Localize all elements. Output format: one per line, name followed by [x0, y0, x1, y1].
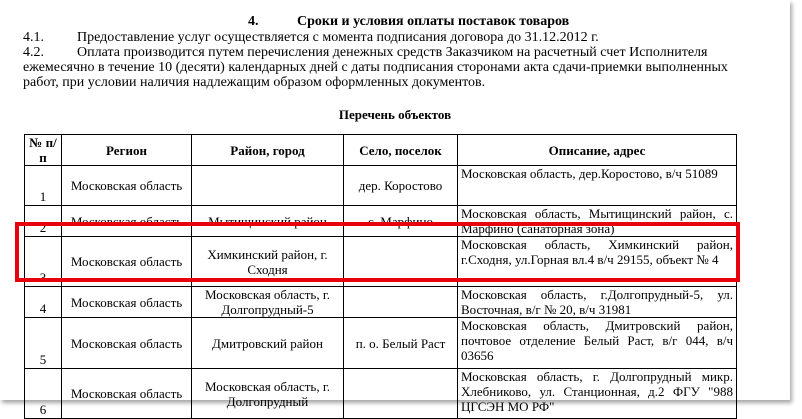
clause-4-2 — [23, 45, 763, 90]
cell-settlement: п. о. Белый Раст — [344, 318, 458, 369]
cell-address: Московская область, г. Долгопрудный микр. Хлебниково, ул. Станционная, д.2 ФГУ "988 ЦГСЭН МО РФ" — [458, 369, 737, 419]
cell-settlement: дер. Коростово — [344, 166, 458, 206]
section-title: Сроки и условия оплаты поставок товаров — [297, 14, 570, 29]
cell-district: Дмитровский район — [192, 318, 344, 369]
cell-number: 1 — [25, 166, 62, 206]
header-description: Описание, адрес — [458, 135, 737, 166]
cell-district: Мытищинский район — [192, 206, 344, 237]
cell-address: Московская область, дер.Коростово, в/ч 51089 — [458, 166, 737, 206]
cell-settlement — [344, 369, 458, 419]
table-row — [25, 318, 737, 369]
cell-region: Московская область — [62, 206, 192, 237]
section-number: 4. — [248, 14, 259, 29]
cell-settlement: с. Марфино — [344, 206, 458, 237]
header-district: Район, город — [192, 135, 344, 166]
cell-number: 6 — [25, 369, 62, 419]
cell-address: Московская область, Мытищинский район, с. Марфино (санаторная зона) — [458, 206, 737, 237]
header-settlement: Село, поселок — [344, 135, 458, 166]
table-row — [25, 206, 737, 237]
table-row — [25, 166, 737, 206]
cell-address: Московская область, Химкинский район, г.Сходня, ул.Горная вл.4 в/ч 29155, объект № 4 — [458, 237, 737, 287]
cell-region: Московская область — [62, 237, 192, 287]
objects-table — [24, 134, 737, 419]
cell-region: Московская область — [62, 287, 192, 318]
cell-region: Московская область — [62, 318, 192, 369]
table-row — [25, 369, 737, 419]
cell-district — [192, 166, 344, 206]
cell-address: Московская область, г.Долгопрудный-5, ул. Восточная, в/г № 20, в/ч 31981 — [458, 287, 737, 318]
header-region: Регион — [62, 135, 192, 166]
table-header-row — [25, 135, 737, 166]
cell-settlement — [344, 287, 458, 318]
cell-number: 5 — [25, 318, 62, 369]
clause-text: Предоставление услуг осуществляется с момента подписания договора до 31.12.2012 г. — [77, 30, 599, 45]
cell-district: Московская область, г. Долгопрудный — [192, 369, 344, 419]
clause-text: Оплата производится путем перечисления денежных средств Заказчиком на расчетный счет Исполнителя ежемесячно в течение 10 (десяти) календарных дней с даты подписания сторонами акта сдачи-приемки выполненных работ, при условии наличия надлежащим образом оформленных документов. — [23, 45, 728, 90]
table-row — [25, 287, 737, 318]
clause-number: 4.1. — [23, 30, 44, 45]
header-number: № п/п — [25, 135, 62, 166]
cell-settlement — [344, 237, 458, 287]
cell-region: Московская область — [62, 166, 192, 206]
table-row-highlighted — [25, 237, 737, 287]
cell-number: 3 — [25, 237, 62, 287]
cell-district: Химкинский район, г. Сходня — [192, 237, 344, 287]
cell-region: Московская область — [62, 369, 192, 419]
cell-number: 4 — [25, 287, 62, 318]
clause-number: 4.2. — [23, 45, 44, 60]
cell-number: 2 — [25, 206, 62, 237]
cell-district: Московская область, г. Долгопрудный-5 — [192, 287, 344, 318]
cell-address: Московская область, Дмитровский район, почтовое отделение Белый Раст, в/г 044, в/ч 03656 — [458, 318, 737, 369]
objects-table-title: Перечень объектов — [338, 107, 452, 122]
